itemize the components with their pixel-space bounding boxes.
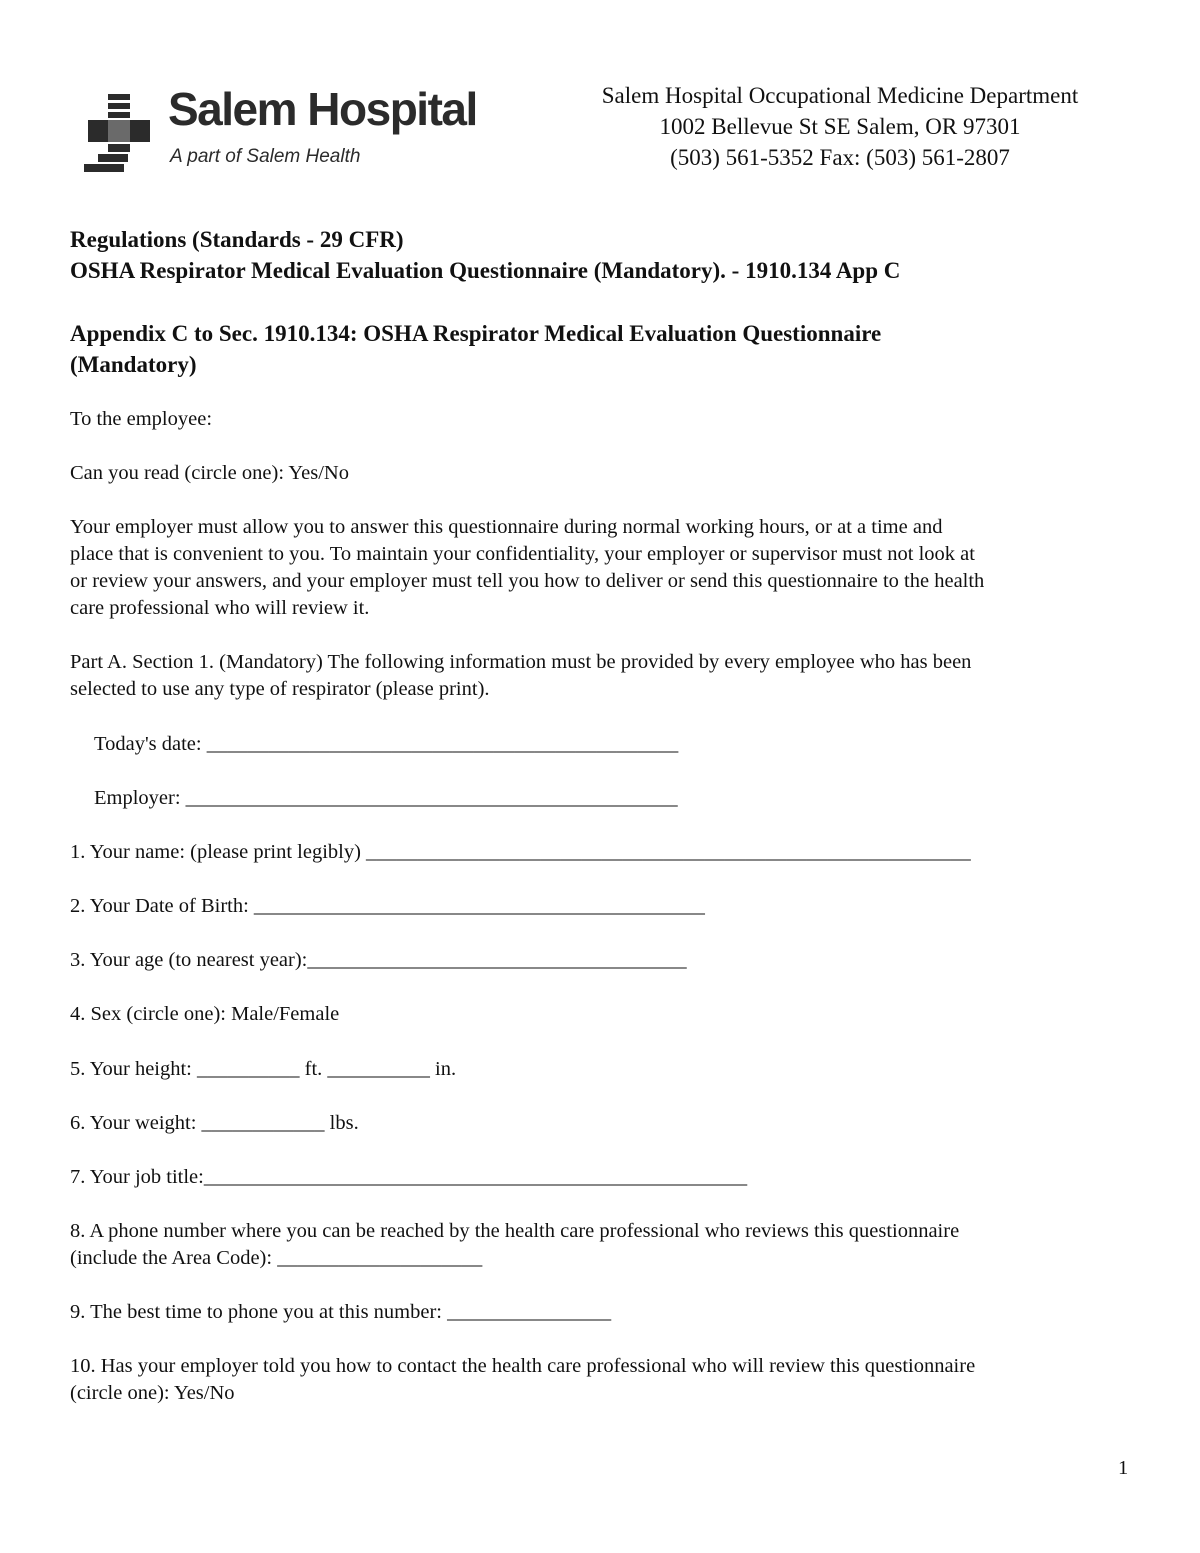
instructions-line: place that is convenient to you. To maintain your confidentiality, your employer or supervisor must not look at: [70, 543, 975, 565]
instructions-line: or review your answers, and your employer must tell you how to deliver or send this questionnaire to the health: [70, 570, 985, 592]
hospital-cross-icon: [84, 94, 154, 174]
logo-name: Salem Hospital: [168, 83, 477, 135]
question-6-weight[interactable]: 6. Your weight: ____________ lbs.: [70, 1112, 359, 1134]
department-address: [500, 80, 1180, 173]
logo-tagline: A part of Salem Health: [170, 146, 361, 167]
regulations-heading: Regulations (Standards - 29 CFR): [70, 227, 404, 252]
question-10-answer[interactable]: (circle one): Yes/No: [70, 1382, 235, 1404]
question-2-dob[interactable]: 2. Your Date of Birth: ____________________________________________: [70, 895, 705, 917]
department-street: 1002 Bellevue St SE Salem, OR 97301: [659, 114, 1021, 139]
salem-hospital-logo: [84, 83, 477, 178]
question-8-phone-field[interactable]: (include the Area Code): ____________________: [70, 1247, 483, 1269]
regulations-subheading: OSHA Respirator Medical Evaluation Questionnaire (Mandatory). - 1910.134 App C: [70, 258, 901, 283]
part-a-intro: Part A. Section 1. (Mandatory) The following information must be provided by every employee who has been: [70, 651, 972, 673]
question-7-job-title[interactable]: 7. Your job title:_____________________________________________________: [70, 1166, 748, 1188]
department-phone: (503) 561-5352 Fax: (503) 561-2807: [670, 145, 1010, 170]
to-employee-text: To the employee:: [70, 408, 213, 430]
instructions-line: Your employer must allow you to answer this questionnaire during normal working hours, or at a time and: [70, 516, 943, 538]
todays-date-field[interactable]: Today's date: ______________________________________________: [94, 733, 679, 755]
question-3-age[interactable]: 3. Your age (to nearest year):_____________________________________: [70, 949, 687, 971]
page-number: 1: [1118, 1457, 1129, 1479]
department-name: Salem Hospital Occupational Medicine Department: [601, 83, 1079, 108]
part-a-intro: selected to use any type of respirator (please print).: [70, 678, 490, 700]
question-4-sex[interactable]: 4. Sex (circle one): Male/Female: [70, 1003, 340, 1025]
appendix-title: Appendix C to Sec. 1910.134: OSHA Respirator Medical Evaluation Questionnaire: [70, 321, 882, 346]
can-read-question: Can you read (circle one): Yes/No: [70, 462, 349, 484]
employer-field[interactable]: Employer: ________________________________________________: [94, 787, 678, 809]
question-1-name[interactable]: 1. Your name: (please print legibly) ___________________________________________________________: [70, 841, 971, 863]
instructions-line: care professional who will review it.: [70, 597, 370, 619]
question-9-best-time[interactable]: 9. The best time to phone you at this number: ________________: [70, 1301, 612, 1323]
appendix-title-cont: (Mandatory): [70, 352, 197, 377]
question-10-contact: 10. Has your employer told you how to contact the health care professional who will review this questionnaire: [70, 1355, 976, 1377]
question-8-phone: 8. A phone number where you can be reached by the health care professional who reviews this questionnaire: [70, 1220, 960, 1242]
question-5-height[interactable]: 5. Your height: __________ ft. __________ in.: [70, 1058, 457, 1080]
